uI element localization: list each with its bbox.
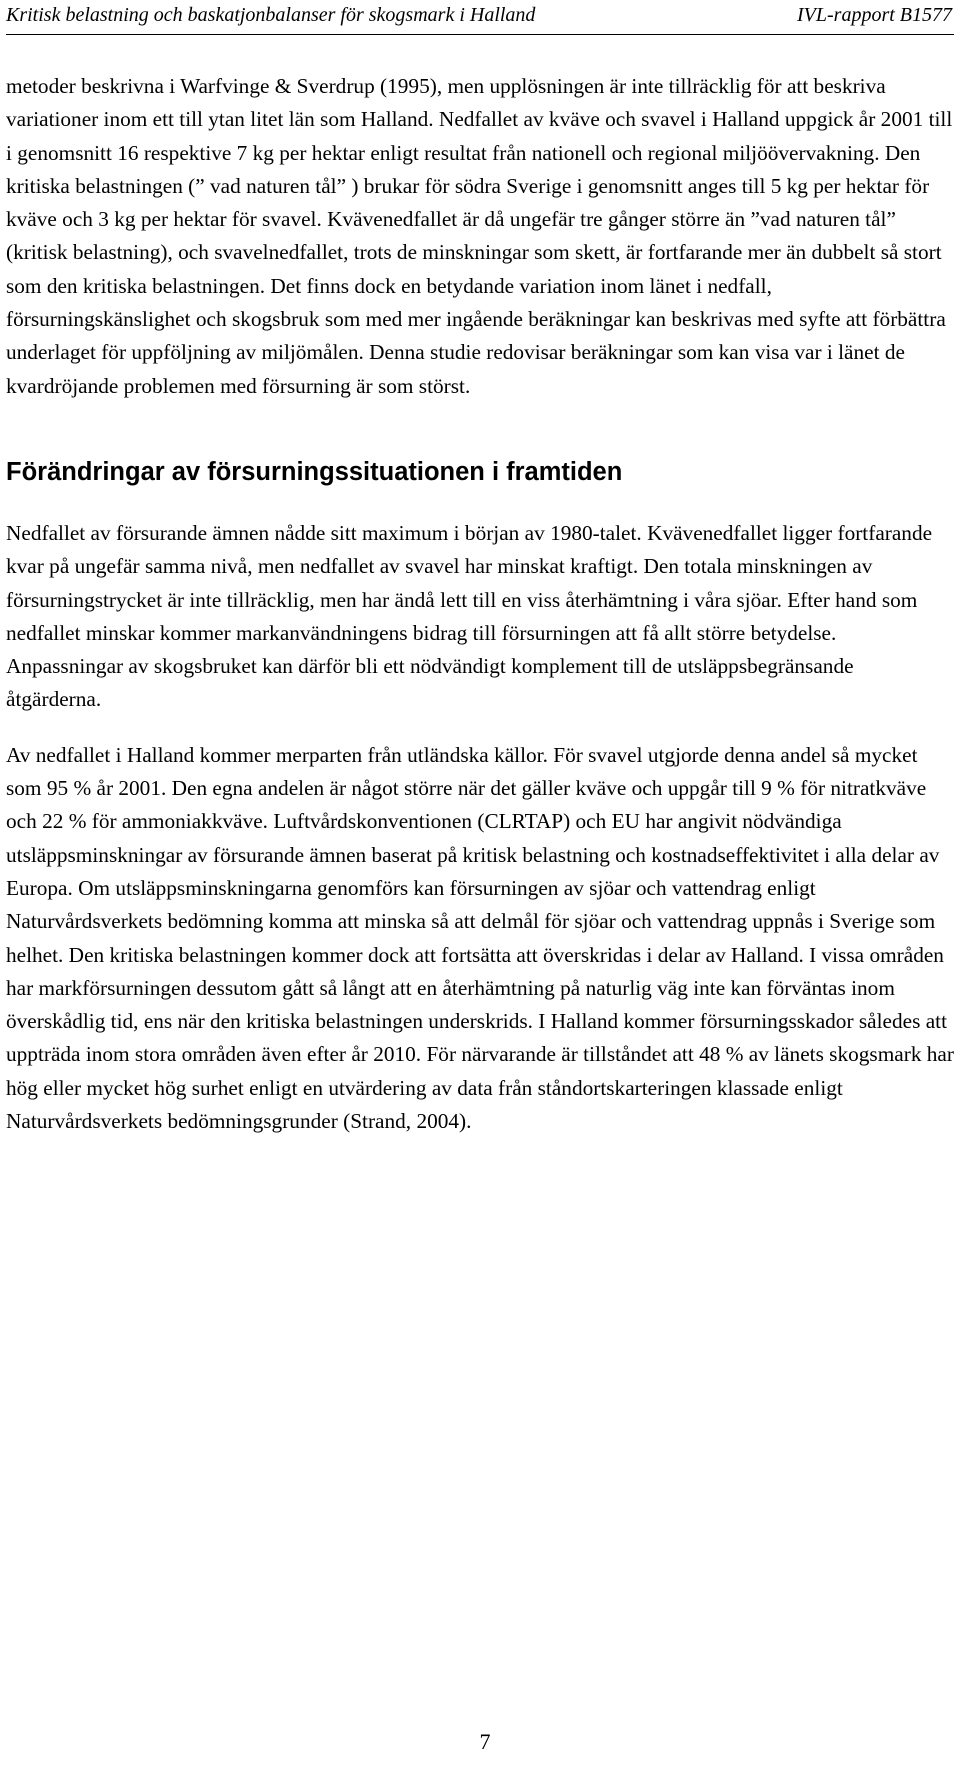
- section-paragraph-2: Av nedfallet i Halland kommer merparten från utländska källor. För svavel utgjorde denna andel så mycket som 95 % år 2001. Den egna andelen är något större när det gäller kväve och uppgår till 9 % för nitratkväve och 22 % för ammoniakkväve. Luftvårdskonventionen (CLRTAP) och EU har angivit nödvändiga utsläppsminskningar av försurande ämnen baserat på kritisk belastning och kostnadseffektivitet i alla delar av Europa. Om utsläppsminskningarna genomförs kan försurningen av sjöar och vattendrag enligt Naturvårdsverkets bedömning komma att minska så att delmål för sjöar och vattendrag uppnås i Sverige som helhet. Den kritiska belastningen kommer dock att fortsätta att överskridas i delar av Halland. I vissa områden har markförsurningen dessutom gått så långt att en återhämtning på naturlig väg inte kan förväntas inom överskådlig tid, ens när den kritiska belastningen underskrids. I Halland kommer försurningsskador således att uppträda inom stora områden även efter år 2010. För närvarande är tillståndet att 48 % av länets skogsmark har hög eller mycket hög surhet enligt en utvärdering av data från ståndortskarteringen klassade enligt Naturvårdsverkets bedömningsgrunder (Strand, 2004).: [6, 742, 954, 1134]
- header-document-title: Kritisk belastning och baskatjonbalanser för skogsmark i Halland: [6, 4, 536, 26]
- page-number: 7: [479, 1729, 491, 1754]
- section-heading: Förändringar av försurningssituationen i framtiden: [6, 457, 623, 486]
- page-body: [6, 70, 954, 1138]
- section-paragraph-1: Nedfallet av försurande ämnen nådde sitt maximum i början av 1980-talet. Kvävenedfallet ligger fortfarande kvar på ungefär samma nivå, men nedfallet av svavel har minskat kraftigt. Den totala minskningen av försurningstrycket är inte tillräcklig, men har ändå lett till en viss återhämtning i våra sjöar. Efter hand som nedfallet minskar kommer markanvändningens bidrag till försurningen att få allt större betydelse. Anpassningar av skogsbruket kan därför bli ett nödvändigt komplement till de utsläppsbegränsande åtgärderna.: [6, 520, 933, 712]
- intro-paragraph: metoder beskrivna i Warfvinge & Sverdrup (1995), men upplösningen är inte tillräcklig för att beskriva variationer inom ett till ytan litet län som Halland. Nedfallet av kväve och svavel i Halland uppgick år 2001 till i genomsnitt 16 respektive 7 kg per hektar enligt resultat från nationell och regional miljöövervakning. Den kritiska belastningen (” vad naturen tål” ) brukar för södra Sverige i genomsnitt anges till 5 kg per hektar för kväve och 3 kg per hektar för svavel. Kvävenedfallet är då ungefär tre gånger större än ”vad naturen tål” (kritisk belastning), och svavelnedfallet, trots de minskningar som skett, är fortfarande mer än dubbelt så stort som den kritiska belastningen. Det finns dock en betydande variation inom länet i nedfall, försurningskänslighet och skogsbruk som med mer ingående beräkningar kan beskrivas med syfte att förbättra underlaget för uppföljning av miljömålen. Denna studie redovisar beräkningar som kan visa var i länet de kvardröjande problemen med försurning är som störst.: [6, 74, 953, 398]
- header-report-number: IVL-rapport B1577: [797, 4, 952, 26]
- running-header: [6, 0, 954, 35]
